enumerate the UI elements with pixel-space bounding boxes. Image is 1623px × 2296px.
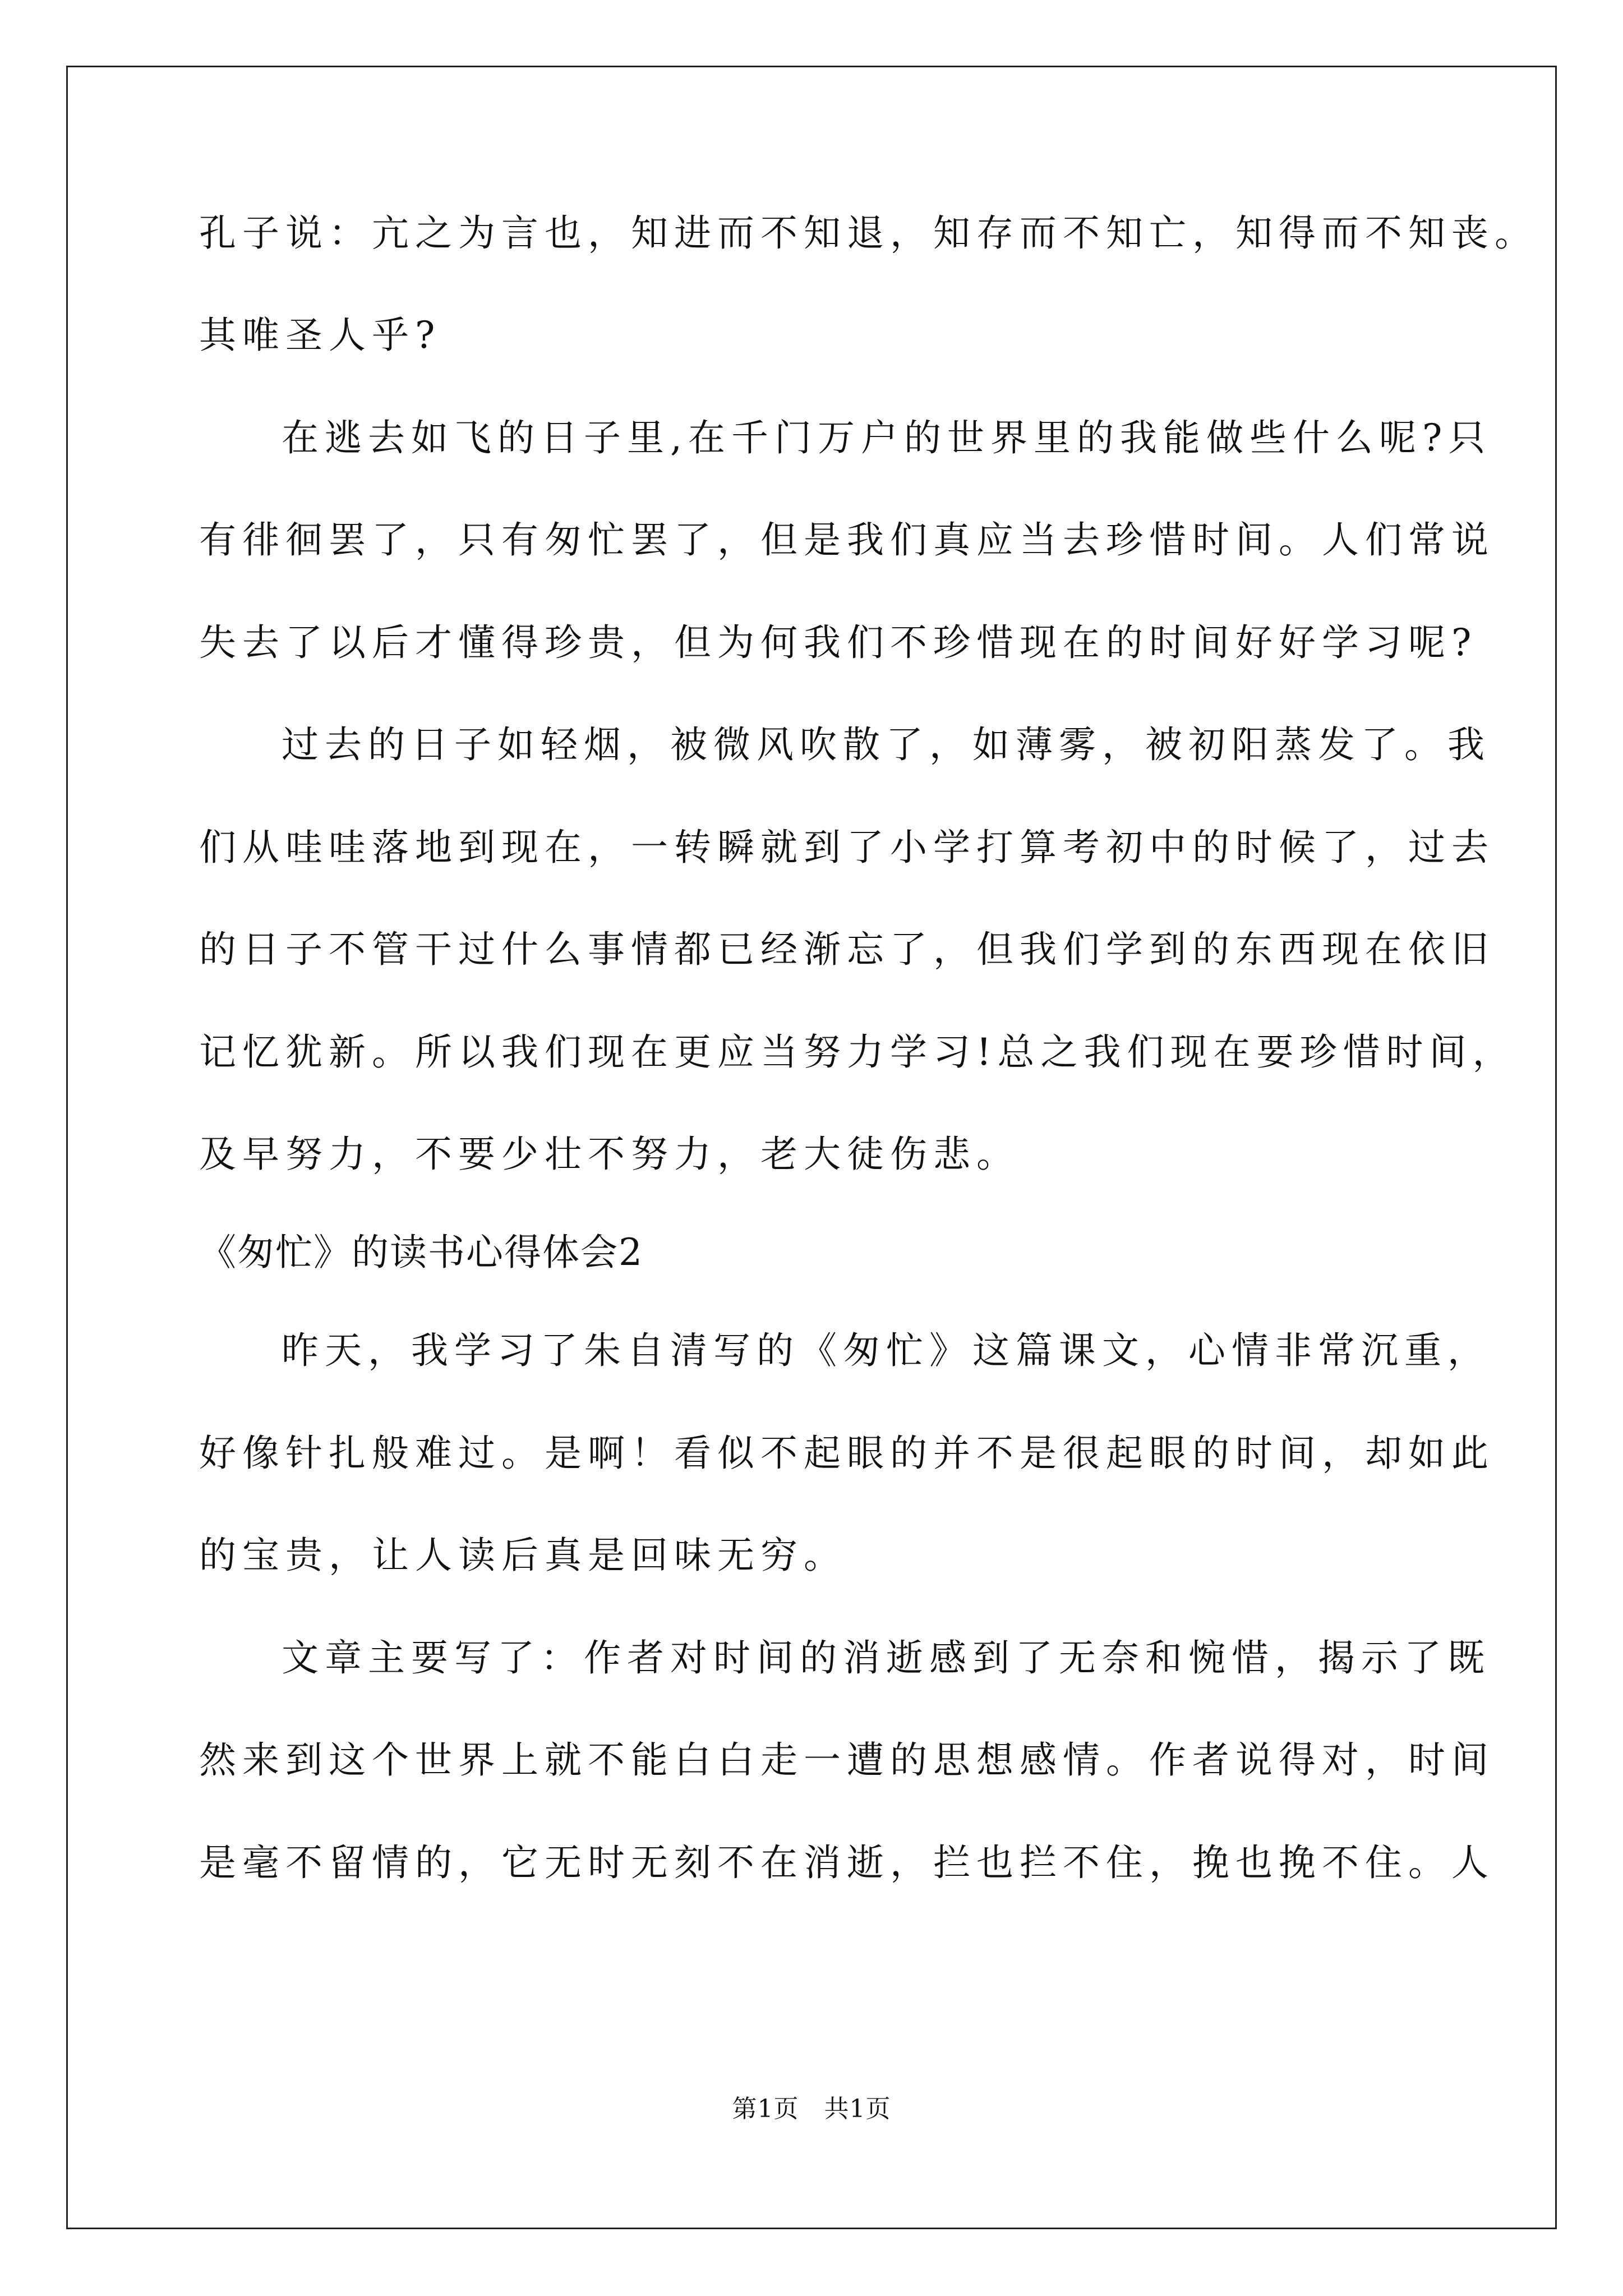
paragraph-start: 昨天，我学习了朱自清写的《匆忙》这篇课文，心情非常沉重， <box>282 1329 1491 1372</box>
text-line: 有徘徊罢了，只有匆忙罢了，但是我们真应当去珍惜时间。人们常说 <box>199 518 1495 562</box>
text-line: 其唯圣人乎? <box>199 314 441 357</box>
section-heading: 《匆忙》的读书心得体会2 <box>199 1231 643 1274</box>
text-line: 及早努力，不要少壮不努力，老大徒伤悲。 <box>199 1133 1020 1176</box>
text-line: 失去了以后才懂得珍贵，但为何我们不珍惜现在的时间好好学习呢? <box>199 621 1478 664</box>
paragraph-start: 过去的日子如轻烟，被微风吹散了，如薄雾，被初阳蒸发了。我 <box>282 723 1491 766</box>
paragraph-start: 在逃去如飞的日子里,在千门万户的世界里的我能做些什么呢?只 <box>282 416 1492 459</box>
page-number-footer: 第1页 共1页 <box>732 2095 891 2123</box>
text-line: 的宝贵，让人读后真是回味无穷。 <box>199 1534 847 1577</box>
text-line: 好像针扎般难过。是啊！看似不起眼的并不是很起眼的时间，却如此 <box>199 1432 1495 1475</box>
text-line: 的日子不管干过什么事情都已经渐忘了，但我们学到的东西现在依旧 <box>199 928 1495 971</box>
text-line: 记忆犹新。所以我们现在更应当努力学习!总之我们现在要珍惜时间， <box>199 1030 1516 1074</box>
paragraph-start: 文章主要写了：作者对时间的消逝感到了无奈和惋惜，揭示了既 <box>282 1636 1491 1680</box>
text-line: 是毫不留情的，它无时无刻不在消逝，拦也拦不住，挽也挽不住。人 <box>199 1841 1495 1884</box>
text-line: 然来到这个世界上就不能白白走一遭的思想感情。作者说得对，时间 <box>199 1738 1495 1782</box>
text-line: 孔子说：亢之为言也，知进而不知退，知存而不知亡，知得而不知丧。 <box>199 211 1538 255</box>
text-line: 们从哇哇落地到现在，一转瞬就到了小学打算考初中的时候了，过去 <box>199 826 1495 869</box>
